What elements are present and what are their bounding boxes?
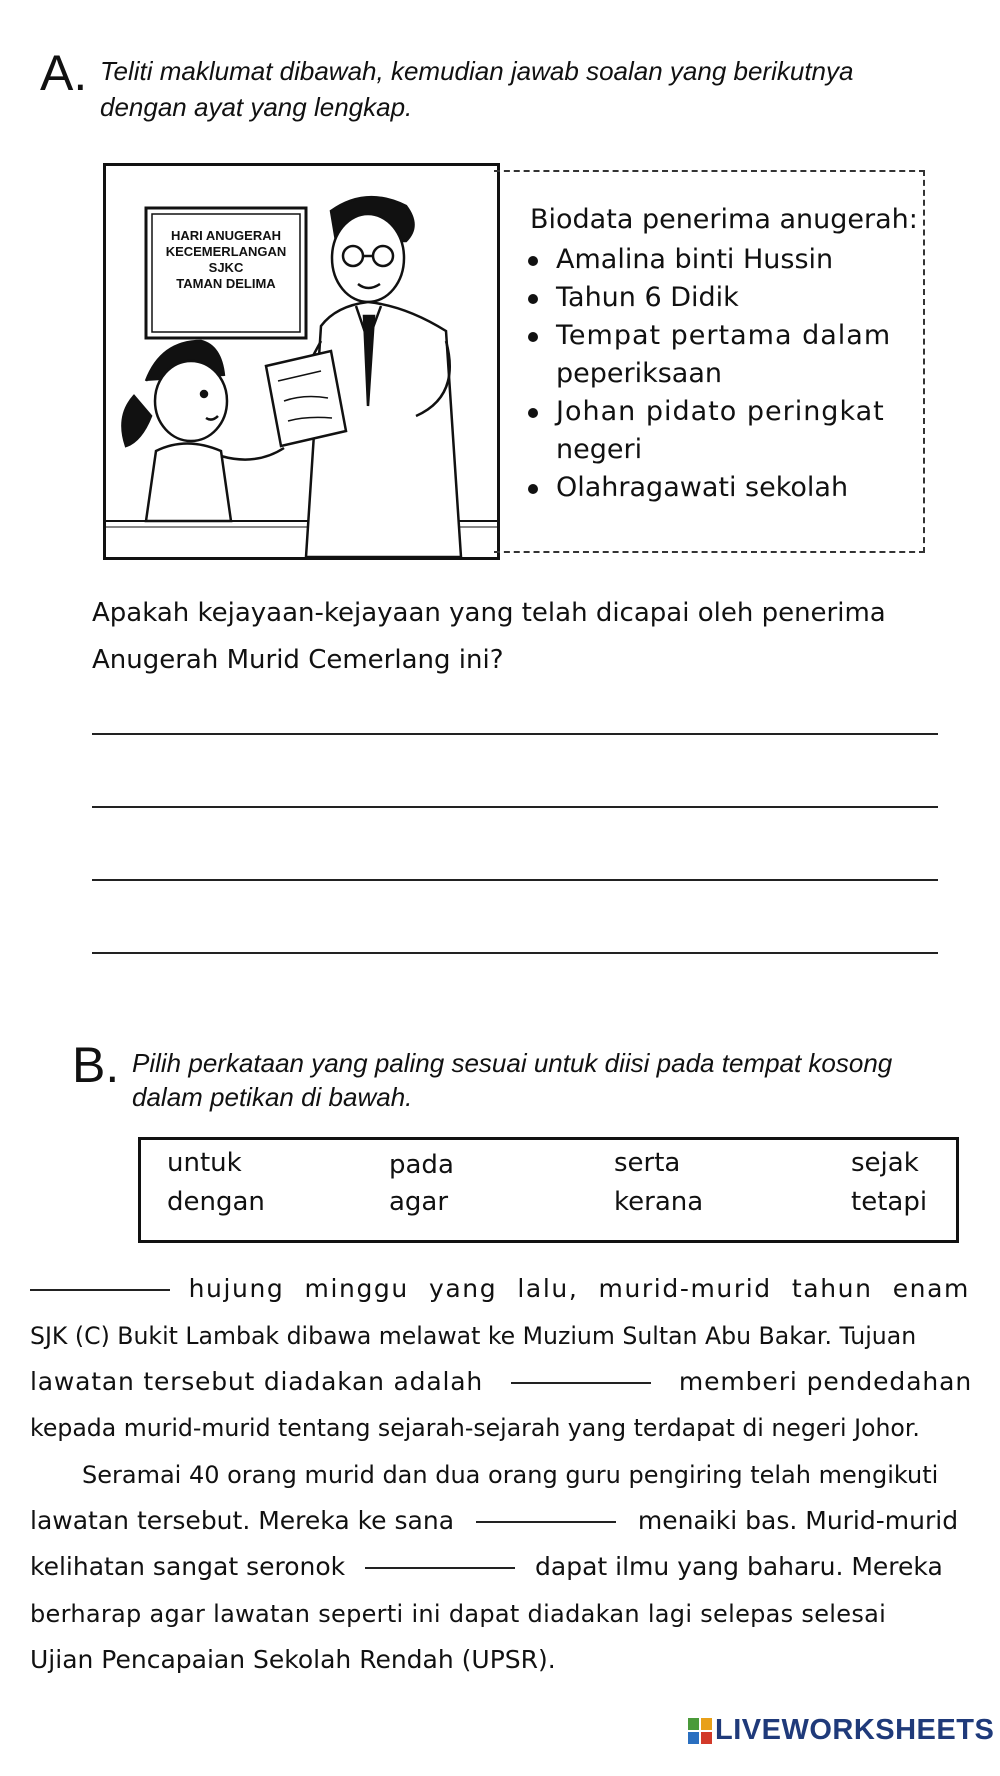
liveworksheets-logo bbox=[688, 1714, 994, 1747]
section-a-instruction-line2: dengan ayat yang lengkap. bbox=[100, 92, 413, 122]
award-illustration bbox=[103, 163, 500, 560]
question-line1: Apakah kejayaan-kejayaan yang telah dicapai oleh penerima bbox=[92, 598, 886, 628]
biodata-item: Tahun 6 Didik bbox=[522, 279, 917, 317]
answer-line[interactable] bbox=[92, 733, 938, 735]
fill-blank-1[interactable] bbox=[30, 1289, 170, 1291]
passage-text: lawatan tersebut. Mereka ke sana bbox=[30, 1506, 455, 1535]
word-bank-option[interactable]: pada bbox=[389, 1150, 454, 1180]
section-b-instruction-line2: dalam petikan di bawah. bbox=[132, 1082, 413, 1112]
word-bank-option[interactable]: kerana bbox=[614, 1187, 704, 1217]
passage-text: menaiki bas. Murid-murid bbox=[637, 1506, 959, 1535]
biodata-title: Biodata penerima anugerah: bbox=[530, 204, 918, 235]
word-bank-option[interactable]: dengan bbox=[167, 1187, 265, 1217]
passage-text: lawatan tersebut diadakan adalah bbox=[30, 1367, 483, 1396]
award-sign-text bbox=[146, 228, 306, 292]
word-bank-option[interactable]: tetapi bbox=[851, 1187, 928, 1217]
sign-line-2: KECEMERLANGAN bbox=[165, 244, 287, 259]
biodata-list bbox=[522, 241, 917, 507]
student-figure bbox=[122, 341, 284, 521]
liveworksheets-logo-icon bbox=[688, 1718, 712, 1744]
biodata-item: Tempat pertama dalam bbox=[522, 317, 917, 355]
passage-line: Seramai 40 orang murid dan dua orang guru pengiring telah mengikuti bbox=[82, 1461, 939, 1489]
sign-line-4: TAMAN DELIMA bbox=[176, 276, 276, 291]
answer-line[interactable] bbox=[92, 952, 938, 954]
biodata-item-continuation: peperiksaan bbox=[556, 358, 723, 389]
fill-blank-2[interactable] bbox=[511, 1382, 651, 1384]
certificate bbox=[266, 351, 346, 446]
fill-blank-4[interactable] bbox=[365, 1567, 515, 1569]
biodata-item: Olahragawati sekolah bbox=[522, 469, 917, 507]
award-scene-drawing bbox=[106, 166, 497, 557]
passage-line: SJK (C) Bukit Lambak dibawa melawat ke Muzium Sultan Abu Bakar. Tujuan bbox=[30, 1322, 917, 1350]
passage-text: dapat ilmu yang baharu. Mereka bbox=[535, 1552, 943, 1581]
sign-line-3: SJKC bbox=[208, 260, 244, 275]
word-bank-box bbox=[138, 1137, 959, 1243]
biodata-item-continuation: negeri bbox=[556, 434, 643, 465]
passage-line bbox=[30, 1498, 970, 1544]
word-bank-option[interactable]: untuk bbox=[167, 1148, 242, 1178]
answer-line[interactable] bbox=[92, 879, 938, 881]
word-bank-option[interactable]: agar bbox=[389, 1187, 449, 1217]
passage-line bbox=[30, 1544, 970, 1590]
word-bank-option[interactable]: sejak bbox=[851, 1148, 919, 1178]
biodata-item: Amalina binti Hussin bbox=[522, 241, 917, 279]
passage-line: Ujian Pencapaian Sekolah Rendah (UPSR). bbox=[30, 1645, 556, 1674]
answer-line[interactable] bbox=[92, 806, 938, 808]
question-line2: Anugerah Murid Cemerlang ini? bbox=[92, 645, 504, 675]
section-a-letter: A. bbox=[40, 45, 88, 101]
passage-line: berharap agar lawatan seperti ini dapat diadakan lagi selepas selesai bbox=[30, 1600, 887, 1628]
passage-line bbox=[30, 1266, 970, 1312]
passage-text: memberi pendedahan bbox=[678, 1367, 973, 1396]
section-b-instruction-line1: Pilih perkataan yang paling sesuai untuk diisi pada tempat kosong bbox=[132, 1048, 893, 1078]
fill-blank-3[interactable] bbox=[476, 1521, 616, 1523]
passage-text: kelihatan sangat seronok bbox=[30, 1552, 346, 1581]
word-bank-option[interactable]: serta bbox=[614, 1148, 681, 1178]
passage-text: hujung minggu yang lalu, murid-murid tahun enam bbox=[188, 1274, 970, 1303]
liveworksheets-logo-text: LIVEWORKSHEETS bbox=[715, 1714, 995, 1746]
section-b-letter: B. bbox=[72, 1037, 120, 1093]
sign-line-1: HARI ANUGERAH bbox=[170, 228, 282, 243]
passage-line: kepada murid-murid tentang sejarah-sejarah yang terdapat di negeri Johor. bbox=[30, 1414, 920, 1442]
passage-line bbox=[30, 1359, 973, 1405]
section-a-instruction-line1: Teliti maklumat dibawah, kemudian jawab soalan yang berikutnya bbox=[100, 56, 854, 86]
biodata-item: Johan pidato peringkat bbox=[522, 393, 917, 431]
